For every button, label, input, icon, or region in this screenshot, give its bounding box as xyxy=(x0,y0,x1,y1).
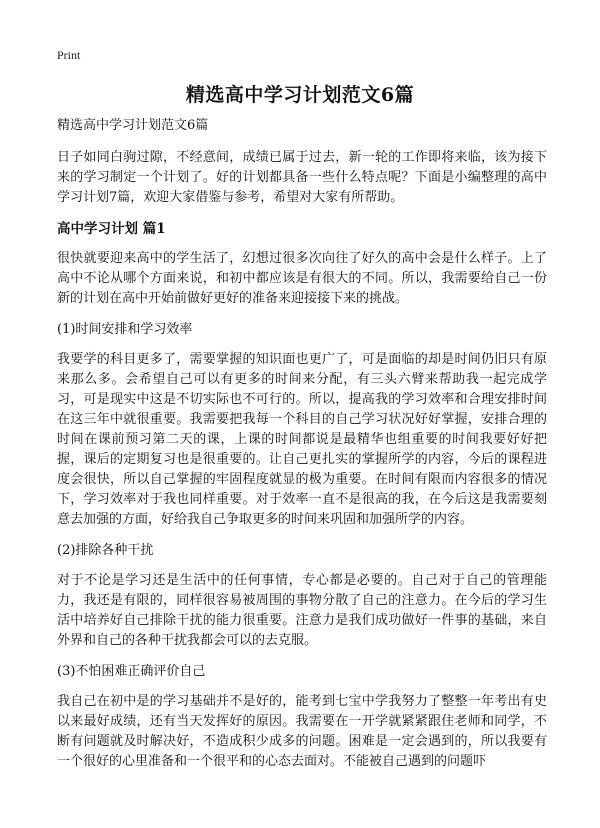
section-heading: 高中学习计划 篇1 xyxy=(57,221,166,237)
item-heading-distraction: (2)排除各种干扰 xyxy=(57,543,154,558)
item-heading-time: (1)时间安排和学习效率 xyxy=(57,322,193,337)
item-body-time: 我要学的科目更多了，需要掌握的知识面也更广了，可是面临的却是时间仍旧只有原来那么多。会希望自己可以有更多的时间来分配，有三头六臂来帮助我一起完成学习，可是现实中这是不切实际也不可行的。所以，提高我的学习效率和合理安排时间在这三年中就很重要。我需要把我每一个科目的自己学习状况好好掌握，安排合理的时间在课前预习第二天的课，上课的时间都说是最精华也组重要的时间我要好好把握，课后的定期复习也是很重要的。让自己更扎实的掌握所学的内容，今后的课程进度会很快，所以自己掌握的牢固程度就显的极为重要。在时间有限而内容很多的情况下，学习效率对于我也同样重要。对于效率一直不是很高的我，在今后这是我需要刻意去加强的方面，好给我自己争取更多的时间来巩固和加强所学的内容。 xyxy=(57,352,547,527)
section-intro-paragraph: 很快就要迎来高中的学生活了，幻想过很多次向往了好久的高中会是什么样子。上了高中不论从哪个方面来说，和初中都应该是有很大的不同。所以，我需要给自己一份新的计划在高中开始前做好更好的准备来迎接接下来的挑战。 xyxy=(57,251,547,306)
print-link[interactable]: Print xyxy=(57,48,81,62)
document-body xyxy=(57,116,547,783)
item-body-difficulty: 我自己在初中是的学习基础并不是好的，能考到七宝中学我努力了整整一年考出有史以来最好成绩，还有当天发挥好的原因。我需要在一开学就紧紧跟住老师和同学，不断有问题就及时解决好，不造成积少成多的问题。困难是一定会遇到的，所以我要有一个很好的心里准备和一个很平和的心态去面对。不能被自己遇到的问题吓 xyxy=(57,694,547,769)
item-heading-difficulty: (3)不怕困难正确评价自己 xyxy=(57,664,206,679)
page-title: 精选高中学习计划范文6篇 xyxy=(185,84,415,106)
document-subtitle: 精选高中学习计划范文6篇 xyxy=(57,118,209,133)
intro-paragraph: 日子如同白驹过隙，不经意间，成绩已属于过去，新一轮的工作即将来临，该为接下来的学习制定一个计划了。好的计划都具备一些什么特点呢？下面是小编整理的高中学习计划7篇，欢迎大家借鉴与参考，希望对大家有所帮助。 xyxy=(57,150,547,205)
item-body-distraction: 对于不论是学习还是生活中的任何事情，专心都是必要的。自己对于自己的管理能力，我还是有限的，同样很容易被周围的事物分散了自己的注意力。在今后的学习生活中培养好自己排除干扰的能力很重要。注意力是我们成功做好一件事的基础，来自外界和自己的各种干扰我都会可以的去克服。 xyxy=(57,573,547,648)
